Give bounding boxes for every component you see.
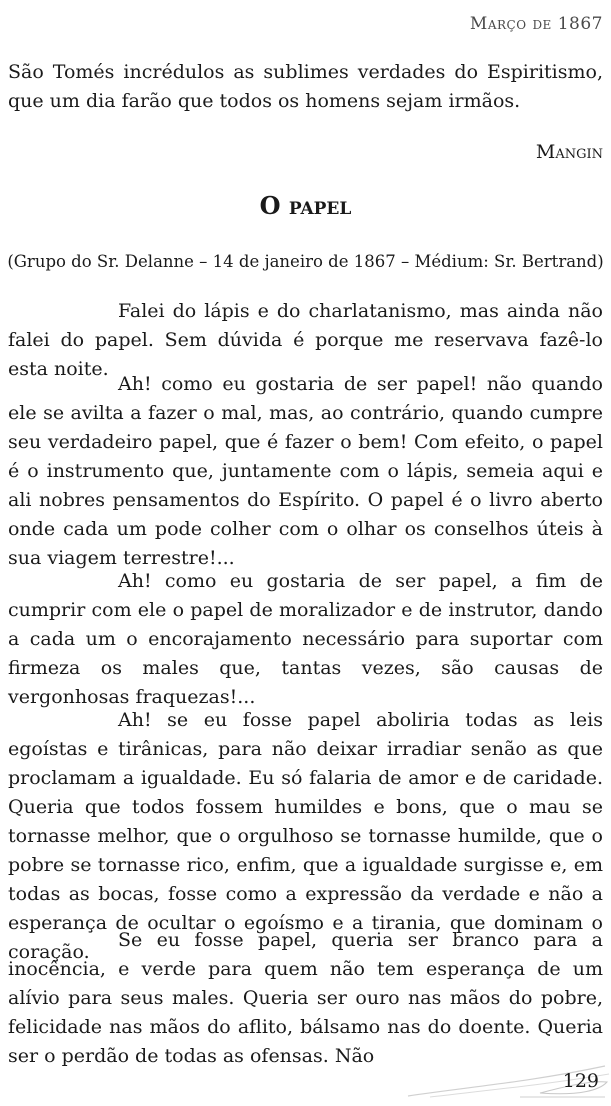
paragraph-3: Ah! como eu gostaria de ser papel, a fim de cumprir com ele o papel de moralizador e de instrutor, dando a cada um o encorajamento necessário para suportar com firmeza os males que, tantas vezes, são causas de vergonhosas fraquezas!... bbox=[8, 570, 603, 708]
paragraph-5: Se eu fosse papel, queria ser branco para a inocência, e verde para quem não tem esperança de um alívio para seus males. Queria ser ouro nas mãos do pobre, felicidade nas mãos do aflito, bálsamo nas do doente. Queria ser o perdão de todas as ofensas. Não bbox=[8, 929, 603, 1067]
paragraph-2: Ah! como eu gostaria de ser papel! não quando ele se avilta a fazer o mal, mas, ao contrário, quando cumpre seu verdadeiro papel, que é fazer o bem! Com efeito, o papel é o instrumento que, juntamente com o lápis, semeia aqui e ali nobres pensamentos do Espírito. O papel é o livro aberto onde cada um pode colher com o olhar os conselhos úteis à sua viagem terrestre!... bbox=[8, 373, 603, 569]
page-number: 129 bbox=[562, 1070, 599, 1092]
paragraph-1: Falei do lápis e do charlatanismo, mas ainda não falei do papel. Sem dúvida é porque me reservava fazê-lo esta noite. bbox=[8, 300, 603, 380]
paragraph-4: Ah! se eu fosse papel aboliria todas as leis egoístas e tirânicas, para não deixar irradiar senão as que proclamam a igualdade. Eu só falaria de amor e de caridade. Queria que todos fossem humildes e bons, que o mau se tornasse melhor, que o orgulhoso se tornasse humilde, que o pobre se tornasse rico, enfim, que a igualdade surgisse e, em todas as bocas, fosse como a expressão da verdade e não a esperança de ocultar o egoísmo e a tirania, que dominam o coração. bbox=[8, 709, 603, 963]
author-signature: Mangin bbox=[535, 141, 603, 163]
running-head: Março de 1867 bbox=[469, 14, 603, 34]
article-subtitle: (Grupo do Sr. Delanne – 14 de janeiro de 1867 – Médium: Sr. Bertrand) bbox=[7, 252, 604, 271]
intro-paragraph: São Tomés incrédulos as sublimes verdades do Espiritismo, que um dia farão que todos os homens sejam irmãos. bbox=[8, 61, 603, 112]
article-title: O papel bbox=[259, 191, 352, 220]
